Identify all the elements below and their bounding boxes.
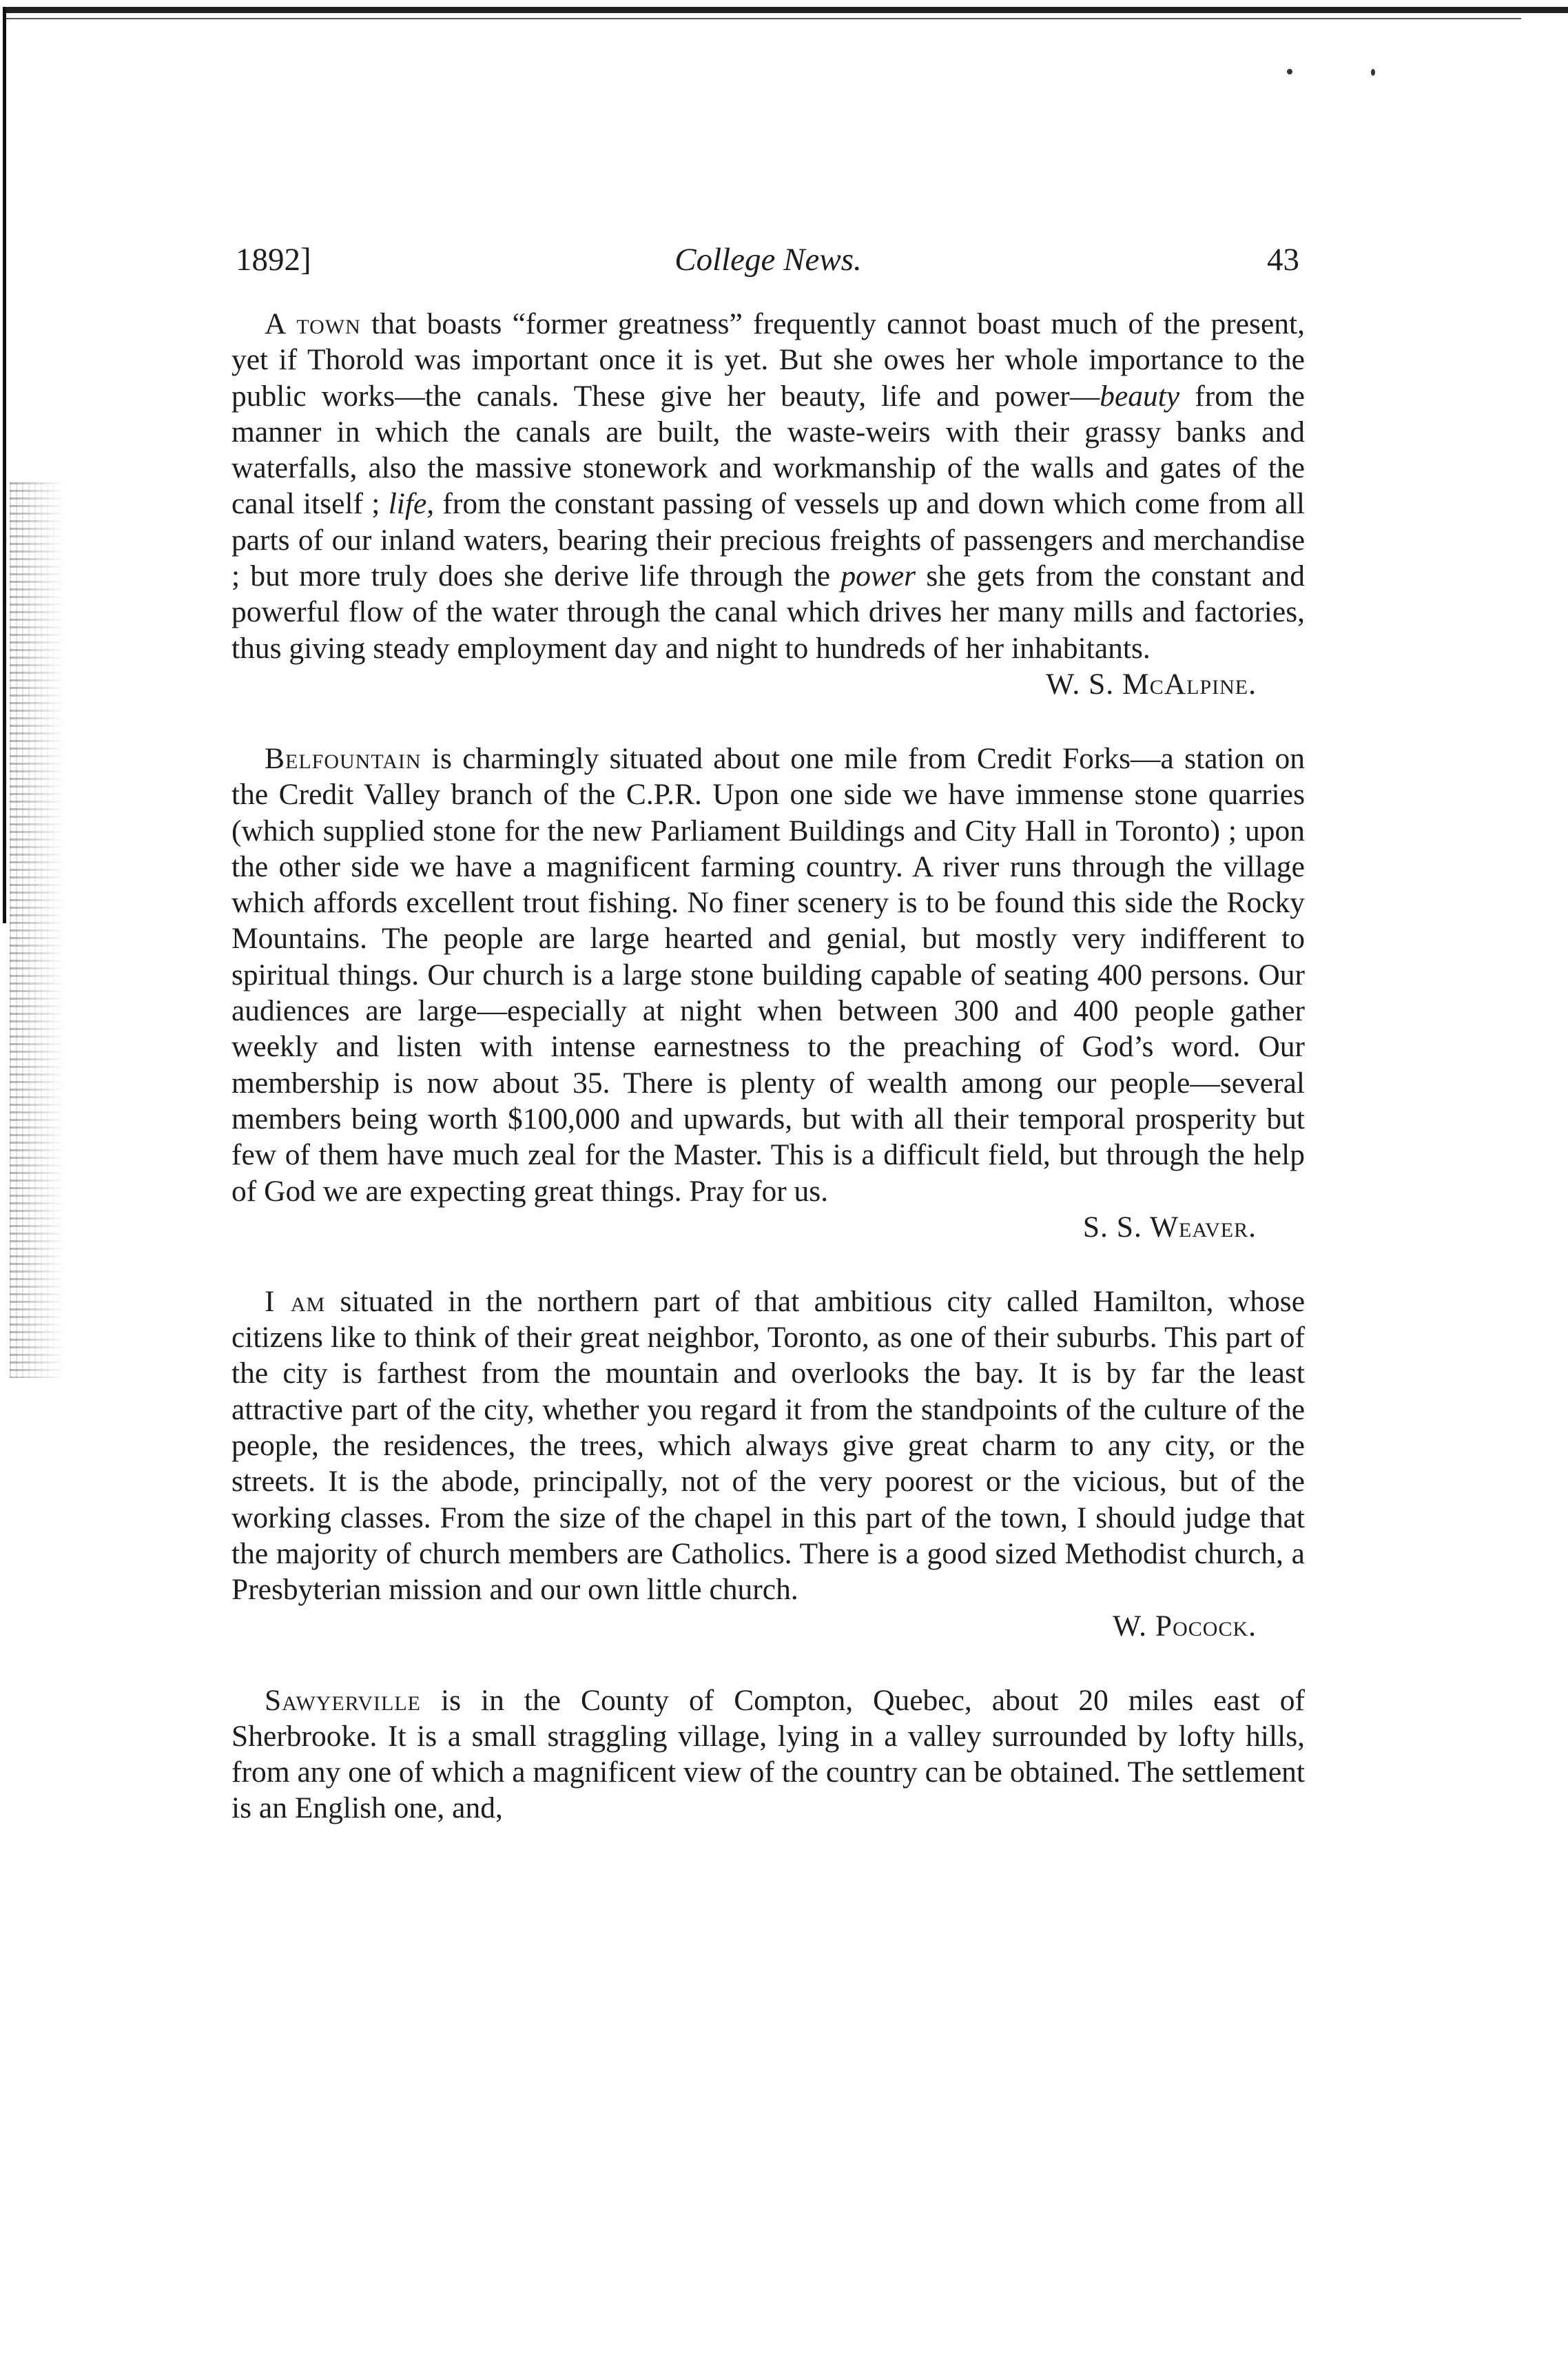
page-number: 43 — [1267, 242, 1299, 278]
article-paragraph: A town that boasts “former greatness” frequently cannot boast much of the present, yet if Thorold was important once it is yet. But she owes her whole importance to the public works—the canals. These give her beauty, life and power—beauty from the manner in which the canals are built, the waste-weirs with their grassy banks and waterfalls, also the massive stonework and workmanship of the walls and gates of the canal itself ; life, from the constant passing of vessels up and down which come from all parts of our inland waters, bearing their precious freights of passengers and merchandise ; but more truly does she derive life through the power she gets from the constant and powerful flow of the water through the canal which drives her many mills and factories, thus giving steady employment day and night to hundreds of her inhabitants. — [231, 307, 1306, 665]
top-border-rule — [6, 7, 1568, 13]
article-belfountain — [231, 741, 1305, 1245]
article-author: W. S. McAlpine. — [1046, 667, 1257, 701]
scan-speck — [1371, 69, 1375, 76]
emphasis: life, — [388, 487, 435, 521]
emphasis: beauty — [1100, 379, 1180, 413]
article-lead: Sawyerville — [265, 1683, 421, 1717]
running-header — [231, 234, 1305, 289]
emphasis: power — [840, 559, 916, 593]
binding-shadow — [10, 482, 65, 1378]
left-page-edge — [3, 7, 10, 923]
article-author: S. S. Weaver. — [1082, 1210, 1257, 1244]
article-paragraph: I am situated in the northern part of that ambitious city called Hamilton, whose citizens like to think of their great neighbor, Toronto, as one of their suburbs. This part of the city is farthest from the mountain and overlooks the bay. It is by far the least attractive part of the city, whether you regard it from the standpoints of the culture of the people, the residences, the trees, which always give great charm to any city, or the streets. It is the abode, principally, not of the very poorest or the vicious, but of the working classes. From the size of the chapel in this part of the town, I should judge that the majority of church members are Catholics. There is a good sized Methodist church, a Presbyterian mission and our own little church. — [231, 1284, 1305, 1607]
top-border-rule-thin — [6, 18, 1521, 19]
article-author: W. Pocock. — [1113, 1609, 1257, 1643]
article-lead: Belfountain — [265, 741, 422, 775]
article-sawyerville — [231, 1683, 1305, 1827]
header-title: College News. — [674, 242, 862, 278]
article-paragraph: Belfountain is charmingly situated about one mile from Credit Forks—a station on the Credit Valley branch of the C.P.R. Upon one side we have immense stone quarries (which supplied stone for the new Parliament Buildings and City Hall in Toronto) ; upon the other side we have a magnificent farming country. A river runs through the village which affords excellent trout fishing. No finer scenery is to be found this side the Rocky Mountains. The people are large hearted and genial, but mostly very indifferent to spiritual things. Our church is a large stone building capable of seating 400 persons. Our audiences are large—especially at night when between 300 and 400 people gather weekly and listen with intense earnestness to the preaching of God’s word. Our membership is now about 35. There is plenty of wealth among our people—several members being worth $100,000 and upwards, but with all their temporal prosperity but few of them have much zeal for the Master. This is a difficult field, but through the help of God we are expecting great things. Pray for us. — [231, 741, 1305, 1208]
scan-speck — [1287, 69, 1292, 74]
article-paragraph: Sawyerville is in the County of Compton, Quebec, about 20 miles east of Sherbrooke. It is a small straggling village, lying in a valley surrounded by lofty hills, from any one of which a magnificent view of the country can be obtained. The settlement is an English one, and, — [231, 1683, 1305, 1825]
article-hamilton — [231, 1284, 1305, 1644]
article-lead: A town — [265, 307, 361, 340]
article-thorold — [231, 306, 1305, 702]
article-lead: I am — [265, 1284, 326, 1318]
page — [231, 234, 1305, 1827]
header-year: 1892] — [236, 242, 311, 278]
